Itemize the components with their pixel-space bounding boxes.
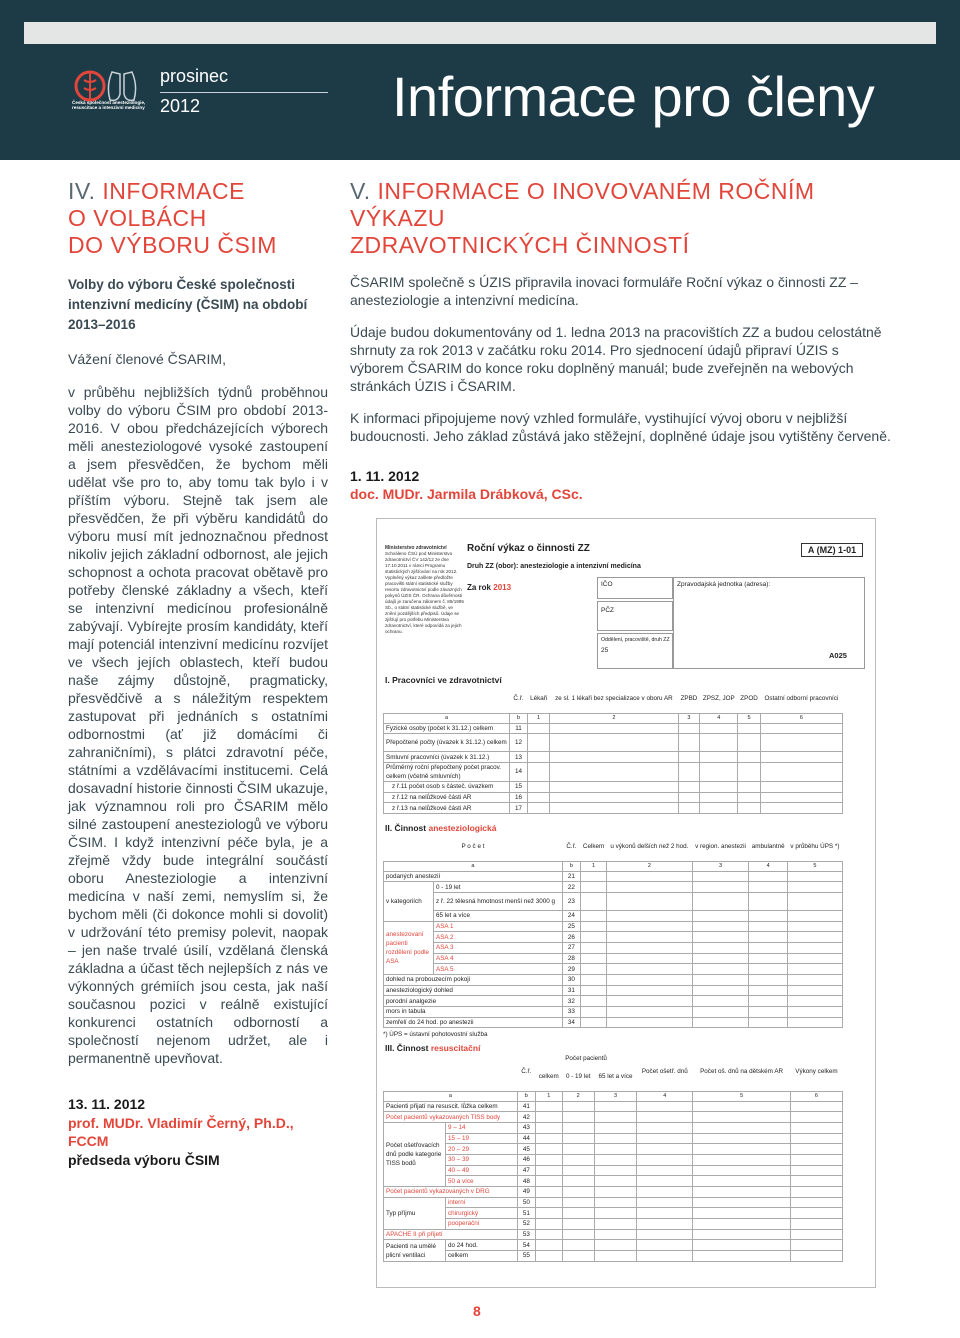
t1-head-0	[384, 685, 510, 713]
t3-ab-0: a	[384, 1091, 518, 1101]
t2-row-label: porodní analgezie	[384, 996, 563, 1007]
t3-row-label: Počet pacientů vykazovaných v DRG	[384, 1187, 518, 1198]
section-v-number: V.	[350, 178, 371, 204]
t3-row-num: 54	[517, 1240, 535, 1251]
table-row	[384, 921, 843, 932]
t2-row-label: zemřelí do 24 hod. po anestezii	[384, 1017, 563, 1028]
form-code: A (MZ) 1-01	[801, 543, 863, 557]
dept-label: Oddělení, pracoviště, druh ZZ	[601, 637, 670, 643]
t3-row-num: 50	[517, 1197, 535, 1208]
table-row	[384, 803, 843, 814]
t2-row-num: 30	[562, 975, 580, 986]
right-signature	[350, 467, 892, 503]
t3-row-label: chirurgický	[446, 1208, 518, 1219]
t3-row-num: 44	[517, 1133, 535, 1144]
table-row	[384, 996, 843, 1007]
t3-ab-7: 6	[790, 1091, 842, 1101]
t1-row-label: z ř.12 na nelůžkové části AR	[384, 792, 510, 803]
ico-label: IČO	[601, 581, 613, 588]
header-strip	[24, 22, 936, 44]
pcz-box	[597, 601, 673, 631]
t3-ab-6: 5	[693, 1091, 791, 1101]
t1-row-label: Průměrný roční přepočtený počet pracov. celkem (včetně smluvních)	[384, 762, 510, 781]
t1-row-num: 14	[510, 762, 528, 781]
a025-label: A025	[829, 651, 847, 660]
table-row	[384, 1101, 843, 1112]
table-row	[384, 910, 843, 921]
article-body: v průběhu nejbližších týdnů proběhnou volby do výboru ČSIM pro období 2013-2016. V obou předcházejících výborech měli anesteziologové vysoké zastoupení a jsem přesvědčen, že bychom měli udělat vše pro to, aby tomu tak bylo i v příštím výboru. Stejně tak jsem ale přesvědčen, že při výběru kandidátů do výboru musí mít jednoznačnou přednost nikoliv jejich základní odbornost, ale jejich schopnost a ochota pracovat obětavě pro potřeby členské základny a všech, kteří se intenzivní medicínou profesionálně zabývají. Vybírejte prosím kandidáty, kteří mají potenciál intenzivní medicínu rozvíjet ve všech jejích oblastech, kteří budou naše zájmy důstojně, pragmaticky, přesvědčivě a s náležitým respektem zastupovat při jednáních s ostatními odbornostmi (ať již domácími či zahraničními), s plátci zdravotní péče, státními a vzdělávacími institucemi. Celá dosavadní historie činnosti ČSIM ukazuje, jak významnou roli pro ČSARIM mělo silné zastoupení anesteziologů ve výboru ČSIM. I když intenzivní péče byla, je a zřejmě vždy bude integrální součástí oboru Anesteziologie a intenzivní medicína v naší zemi, nemyslím si, že bychom měli (či dokonce mohli si dovolit) v udržování této premisy polevit, naopak – jen naše trvalé úsilí, vzdělaná členská základna a účast těch nejlepších z nás ve výkonných grémiích jsou cesta, jak naší současnou pozici v reálně existující konkurenci ostatních odborností a společností nejenom udržet, ale i permanentně upevňovat.	[68, 384, 328, 1066]
table-row	[384, 985, 843, 996]
t2-row-num: 23	[562, 892, 580, 910]
section-iv-subtitle: Volby do výboru České společnosti intenzivní medicíny (ČSIM) na období 2013–2016	[68, 277, 308, 332]
issue-year: 2012	[160, 96, 201, 116]
t3-ab-2: 1	[535, 1091, 562, 1101]
t2-row-label: ASA 4	[434, 953, 563, 964]
left-signature-author: prof. MUDr. Vladimír Černý, Ph.D., FCCM	[68, 1114, 294, 1149]
t3-ab-4: 3	[594, 1091, 637, 1101]
section-iv-heading-line2: O VOLBÁCH	[68, 205, 207, 231]
t2-row-label: 0 - 19 let	[434, 882, 563, 893]
t1-ab-0: a	[384, 713, 510, 723]
t3-head-4: 65 let a více	[598, 1073, 633, 1081]
t2-row-label: mors in tabula	[384, 1007, 563, 1018]
t2-row-label: z ř. 22 tělesná hmotnost menší než 3000 g	[434, 892, 563, 910]
t3-row-label: 50 a více	[446, 1176, 518, 1187]
t1-row-label: z ř.11 počet osob s částeč. úvazkem	[384, 781, 510, 792]
table-staff	[383, 685, 843, 814]
form-ministry-note: Schváleno ČSÚ pod Ministerstvo zdravotnictví ČV 142/12 ze dne 17.10.2011 v rámci Programu statistických zjišťování na rok 2012. Vyplněný výkaz zašlete předložte pracovišti státní statistické služby resortu zdravotnictví podle závazných pokynů ÚZIS ČR. Ochrana důvěrnosti údajů je zaručena zákonem č. 89/1995 Sb., o státní statistické službě, ve znění pozdějších předpisů. Údaje se zjišťují pro potřebu Ministerstva zdravotnictví, které odpovídá za jejich ochranu.	[385, 551, 464, 634]
t2-row-num: 24	[562, 910, 580, 921]
t1-row-label: Fyzické osoby (počet k 31.12.) celkem	[384, 723, 510, 734]
t2-head-6: v průběhu ÚPS *)	[790, 843, 840, 851]
t3-row-label: do 24 hod.	[446, 1240, 518, 1251]
t2-row-num: 32	[562, 996, 580, 1007]
t2-row-label: dohled na probouzecím pokoji	[384, 975, 563, 986]
t1-head-5: ZPSZ, JOP	[702, 695, 735, 703]
table-resuscitation	[383, 1053, 843, 1262]
form-ministry: Ministerstvo zdravotnictví	[385, 545, 447, 551]
t1-row-num: 16	[510, 792, 528, 803]
t2-row-label: 65 let a více	[434, 910, 563, 921]
t1-ab-2: 1	[528, 713, 550, 723]
t3-row-num: 51	[517, 1208, 535, 1219]
t3-head-3: 0 - 19 let	[565, 1073, 591, 1081]
logo-text: Česká společnost anesteziologie, resuscitace a intenzivní medicíny	[72, 100, 146, 110]
left-signature	[68, 1095, 328, 1169]
t3-row-label: Pacienti přijatí na resuscit. lůžka celkem	[384, 1101, 518, 1112]
table-row	[384, 1219, 843, 1230]
t2-row-num: 27	[562, 942, 580, 953]
section-2-title-b: anesteziologická	[428, 823, 497, 833]
t1-row-label: Smluvní pracovníci (úvazek k 31.12.)	[384, 752, 510, 763]
form-ministry-block	[385, 545, 465, 635]
t3-row-num: 41	[517, 1101, 535, 1112]
t3-row-label: 20 – 29	[446, 1144, 518, 1155]
t2-head-0: P o č e t	[461, 843, 485, 851]
t2-row-num: 28	[562, 953, 580, 964]
t2-ab-3: 2	[607, 861, 692, 871]
t1-head-2: Lékaři	[530, 695, 548, 703]
t3-head-0	[384, 1053, 518, 1091]
table-row	[384, 1007, 843, 1018]
t2-row-num: 22	[562, 882, 580, 893]
table-row	[384, 723, 843, 734]
t3-ab-3: 2	[562, 1091, 594, 1101]
right-column	[350, 178, 892, 503]
t3-head-6: Počet oš. dnů na dětském AR	[700, 1068, 784, 1076]
t3-head-7: Výkony celkem	[795, 1068, 838, 1076]
t3-row-label: interní	[446, 1197, 518, 1208]
t3-row-label: APACHE II při přijetí	[384, 1229, 518, 1240]
t2-head-4: v region. anestezii	[695, 843, 746, 851]
section-3-title-a: III. Činnost	[385, 1043, 429, 1053]
table-row	[384, 964, 843, 975]
section-1-title: I. Pracovníci ve zdravotnictví	[385, 675, 502, 685]
t2-row-label: anesteziologický dohled	[384, 985, 563, 996]
t3-row-num: 47	[517, 1165, 535, 1176]
table-row	[384, 1176, 843, 1187]
t1-row-num: 17	[510, 803, 528, 814]
right-signature-date: 1. 11. 2012	[350, 468, 420, 484]
t1-ab-3: 2	[550, 713, 678, 723]
t2-row-label: ASA 3	[434, 942, 563, 953]
issue-month: prosinec	[160, 66, 229, 86]
t2-ab-2: 1	[580, 861, 606, 871]
table-row	[384, 1251, 843, 1262]
t3-ab-5: 4	[637, 1091, 693, 1101]
table-row	[384, 932, 843, 943]
t2-row-label: podaných anestezií	[384, 871, 563, 882]
t3-row-num: 49	[517, 1187, 535, 1198]
form-year	[467, 583, 511, 592]
t1-row-label: Přepočtené počty (úvazek k 31.12.) celkem	[384, 734, 510, 752]
t1-head-4: ZPBD	[680, 695, 698, 703]
t1-head-3: ze sl. 1 lékaři bez specializace v oboru AR	[555, 695, 673, 703]
t2-row-num: 25	[562, 921, 580, 932]
table-row	[384, 762, 843, 781]
t3-group-ventilation: Pacienti na umělé plicní ventilaci	[384, 1240, 446, 1261]
section-iv-heading-line1: INFORMACE	[102, 178, 245, 204]
t3-row-label: 30 – 39	[446, 1154, 518, 1165]
section-2-title	[385, 823, 497, 833]
header-divider	[160, 92, 328, 93]
table-row	[384, 1017, 843, 1028]
t3-row-num: 43	[517, 1122, 535, 1133]
t3-group-head: Počet pacientů	[565, 1054, 607, 1062]
t3-row-num: 46	[517, 1154, 535, 1165]
t2-group-categories: v kategoriích	[384, 882, 434, 921]
t2-row-num: 33	[562, 1007, 580, 1018]
t1-row-label: z ř.13 na nelůžkové části AR	[384, 803, 510, 814]
left-signature-role: předseda výboru ČSIM	[68, 1151, 220, 1168]
section-v-heading	[350, 178, 892, 259]
form-year-value: 2013	[493, 583, 512, 592]
table-row	[384, 1187, 843, 1198]
table-row	[384, 892, 843, 910]
table-row	[384, 1165, 843, 1176]
t3-row-num: 55	[517, 1251, 535, 1262]
t3-row-label: 9 – 14	[446, 1122, 518, 1133]
t3-row-num: 42	[517, 1112, 535, 1123]
dept-number: 25	[601, 647, 609, 654]
section-3-title	[385, 1043, 480, 1053]
table-anesthesia	[383, 833, 843, 1028]
ups-footnote: *) ÚPS = ústavní pohotovostní služba	[383, 1031, 488, 1038]
greeting: Vážení členové ČSARIM,	[68, 351, 226, 367]
t1-row-num: 15	[510, 781, 528, 792]
t1-row-num: 11	[510, 723, 528, 734]
t2-ab-0: a	[384, 861, 563, 871]
t3-group-tiss: Počet ošetřovacích dnů podle kategorie TISS bodů	[384, 1122, 446, 1186]
t1-ab-7: 6	[760, 713, 842, 723]
t3-row-label: 40 – 49	[446, 1165, 518, 1176]
t1-row-num: 12	[510, 734, 528, 752]
table-row	[384, 781, 843, 792]
t2-row-num: 31	[562, 985, 580, 996]
table-row	[384, 1208, 843, 1219]
table-row	[384, 752, 843, 763]
t2-row-num: 29	[562, 964, 580, 975]
table-row	[384, 1133, 843, 1144]
t2-ab-6: 5	[787, 861, 842, 871]
t3-row-label: 15 – 19	[446, 1133, 518, 1144]
t3-row-num: 53	[517, 1229, 535, 1240]
t2-ab-1: b	[562, 861, 580, 871]
section-3-title-b: resuscitační	[430, 1043, 481, 1053]
table-row	[384, 1144, 843, 1155]
t1-head-1: Č.ř.	[513, 695, 524, 703]
header-bar	[0, 0, 960, 160]
page-title: Informace pro členy	[392, 65, 875, 128]
t3-head-1: Č.ř.	[521, 1068, 532, 1076]
t3-row-num: 45	[517, 1144, 535, 1155]
table-row	[384, 1229, 843, 1240]
t3-row-label: celkem	[446, 1251, 518, 1262]
t2-head-3: u výkonů delších než 2 hod.	[610, 843, 689, 851]
table-row	[384, 882, 843, 893]
t1-ab-1: b	[510, 713, 528, 723]
paragraph-1: ČSARIM společně s ÚZIS připravila inovaci formuláře Roční výkaz o činnosti ZZ – anesteziologie a intenzivní medicína.	[350, 274, 859, 308]
t2-row-num: 26	[562, 932, 580, 943]
t2-head-5: ambulantně	[751, 843, 785, 851]
left-signature-date: 13. 11. 2012	[68, 1096, 146, 1112]
t2-row-num: 21	[562, 871, 580, 882]
section-iv-heading-line3: DO VÝBORU ČSIM	[68, 232, 277, 258]
table-row	[384, 792, 843, 803]
table-row	[384, 1112, 843, 1123]
table-row	[384, 1240, 843, 1251]
table-row	[384, 953, 843, 964]
t2-ab-4: 3	[692, 861, 749, 871]
table-row	[384, 1197, 843, 1208]
t1-ab-6: 5	[738, 713, 761, 723]
t3-row-label: pooperační	[446, 1219, 518, 1230]
t3-row-num: 48	[517, 1176, 535, 1187]
t1-head-6: ZPOD	[740, 695, 758, 703]
table-row	[384, 942, 843, 953]
t2-head-1: Č.ř.	[566, 843, 577, 851]
form-title: Roční výkaz o činnosti ZZ	[467, 543, 590, 554]
t1-ab-4: 3	[678, 713, 700, 723]
t3-ab-1: b	[517, 1091, 535, 1101]
t1-row-num: 13	[510, 752, 528, 763]
form-field-type: Druh ZZ (obor): anesteziologie a intenzivní medicína	[467, 563, 641, 570]
page-number: 8	[473, 1303, 481, 1319]
t2-group-asa: anestezovaní pacienti rozdělení podle ASA	[384, 921, 434, 974]
annual-report-form	[376, 518, 876, 1288]
t3-row-num: 52	[517, 1219, 535, 1230]
t3-head-2: celkem	[538, 1073, 559, 1081]
t3-head-5: Počet ošetř. dnů	[641, 1068, 688, 1076]
section-iv-number: IV.	[68, 178, 96, 204]
t2-ab-5: 4	[749, 861, 787, 871]
pcz-label: PČZ	[601, 607, 614, 614]
paragraph-3: K informaci připojujeme nový vzhled formuláře, vystihující vývoj oboru v nejbližší budoucnosti. Jeho základ zůstává jako stěžejní, doplněné údaje jsou vytištěny červeně.	[350, 410, 891, 444]
t1-head-7: Ostatní odborní pracovníci	[764, 695, 839, 703]
t3-row-label: Počet pacientů vykazovaných TISS body	[384, 1112, 518, 1123]
form-year-label: Za rok	[467, 583, 492, 592]
t2-row-label: ASA 1	[434, 921, 563, 932]
table-row	[384, 871, 843, 882]
section-iv-heading	[68, 178, 328, 259]
table-row	[384, 1154, 843, 1165]
section-v-heading-line2: ZDRAVOTNICKÝCH ČINNOSTÍ	[350, 232, 690, 258]
t2-row-num: 34	[562, 1017, 580, 1028]
t2-row-label: ASA 2	[434, 932, 563, 943]
table-row	[384, 1122, 843, 1133]
table-row	[384, 734, 843, 752]
section-v-heading-line1: INFORMACE O INOVOVANÉM ROČNÍM VÝKAZU	[350, 178, 815, 231]
table-row	[384, 975, 843, 986]
t3-group-admission: Typ příjmu	[384, 1197, 446, 1229]
t2-head-2: Celkem	[582, 843, 605, 851]
left-column	[68, 178, 328, 1169]
t1-ab-5: 4	[700, 713, 738, 723]
unit-label: Zpravodajská jednotka (adresa):	[677, 581, 771, 588]
t2-row-label: ASA 5	[434, 964, 563, 975]
paragraph-2: Údaje budou dokumentovány od 1. ledna 2013 na pracovištích ZZ a budou celostátně shrnuty za rok 2013 v začátku roku 2014. Pro sjednocení údajů připraví ÚZIS s výborem ČSARIM do konce roku doplněný manuál; bude zveřejněn na webových stránkách ÚZIS i ČSARIM.	[350, 324, 882, 394]
section-2-title-a: II. Činnost	[385, 823, 427, 833]
right-signature-author: doc. MUDr. Jarmila Drábková, CSc.	[350, 486, 583, 502]
